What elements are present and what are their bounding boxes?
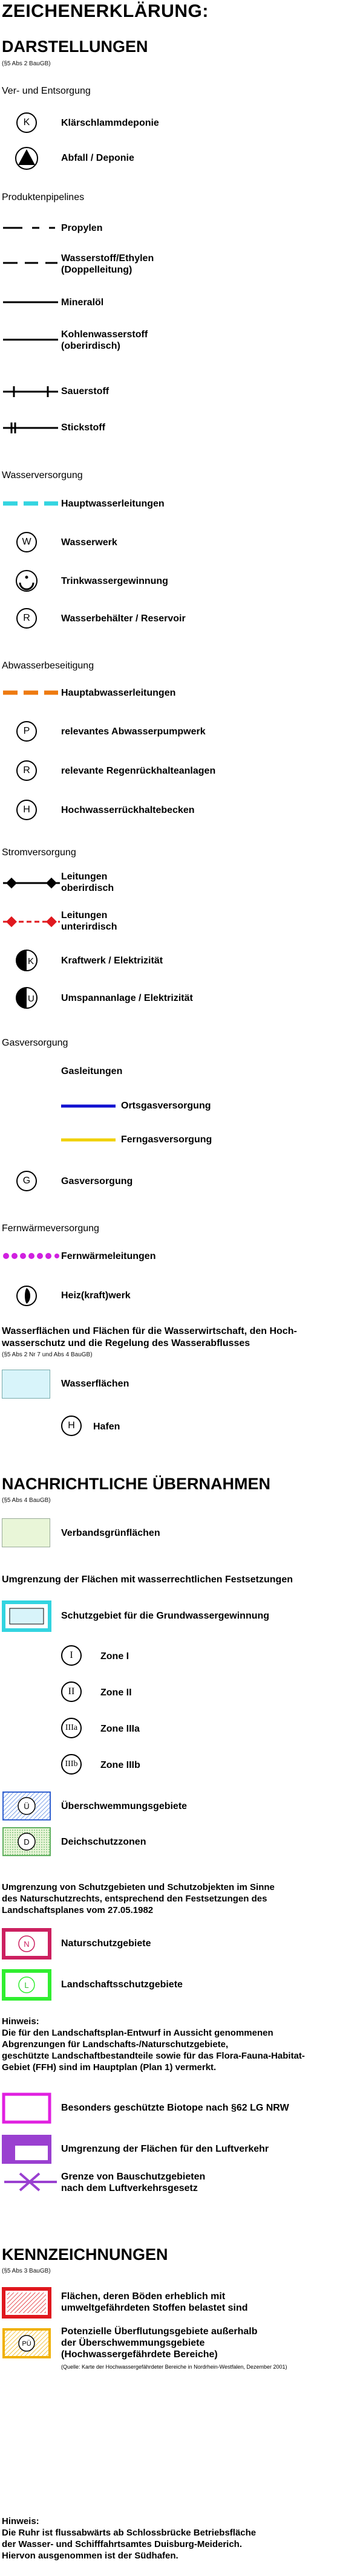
legend-label: Ferngasversorgung (121, 1134, 212, 1145)
subsection-abwasser: Abwasserbeseitigung (2, 661, 94, 671)
legend-label: Besonders geschützte Biotope nach §62 LG NRW (61, 2103, 289, 2113)
legend-label: Deichschutzzonen (61, 1837, 146, 1847)
section-ref: (§5 Abs 2 BauGB) (2, 60, 51, 67)
legend-label: Zone I (100, 1651, 129, 1662)
legend-label: Gasversorgung (61, 1176, 133, 1186)
stickstoff-line (2, 421, 59, 435)
hauptwasser-line (2, 499, 59, 508)
section-heading-kennzeichnungen: KENNZEICHNUNGEN (2, 2245, 168, 2264)
subsection-fernwaerme: Fernwärmeversorgung (2, 1223, 99, 1234)
sauerstoff-line (2, 384, 59, 399)
reservoir-symbol: R (16, 608, 37, 629)
wasserflaechen-heading: Wasserflächen und Flächen für die Wasserwirtschaft, den Hoch- wasserschutz und die Regelung des Wasserabflusses (2, 1326, 297, 1348)
biotope-swatch (2, 2092, 51, 2124)
naturschutz-swatch (2, 1928, 51, 1960)
legend-label: Landschaftsschutzgebiete (61, 1979, 183, 1990)
subsection-wasserversorgung: Wasserversorgung (2, 470, 83, 481)
strom-unterirdisch-line (2, 913, 62, 931)
page-title: ZEICHENERKLÄRUNG: (2, 1, 209, 21)
pumpwerk-symbol: P (16, 721, 37, 742)
naturschutz-heading: Umgrenzung von Schutzgebieten und Schutzobjekten im Sinne des Naturschutzrechts, entsprechend den Festsetzungen des Landschaftsplanes vom 27.05.1982 (2, 1882, 275, 1915)
legend-label: Hafen (93, 1422, 120, 1432)
legend-label: Heiz(kraft)werk (61, 1290, 131, 1301)
klaerschlamm-symbol: K (16, 112, 37, 133)
legend-label: Naturschutzgebiete (61, 1938, 151, 1949)
boeden-swatch (2, 2287, 51, 2319)
legend-label: Zone IIIa (100, 1724, 140, 1734)
legend-label: Umspannanlage / Elektrizität (61, 993, 193, 1003)
umgrenzung-wasserrecht-heading: Umgrenzung der Flächen mit wasserrechtlichen Festsetzungen (2, 1574, 293, 1585)
legend-label: Stickstoff (61, 422, 105, 433)
legend-label: Leitungen unterirdisch (61, 910, 117, 932)
legend-label: relevantes Abwasserpumpwerk (61, 727, 206, 737)
wasserflaechen-swatch (2, 1370, 50, 1399)
legend-label: relevante Regenrückhalteanlagen (61, 766, 216, 776)
legend-label: Wasserstoff/Ethylen (Doppelleitung) (61, 253, 154, 275)
subsection-produktenpipelines: Produktenpipelines (2, 192, 85, 202)
verbandsgruen-swatch (2, 1518, 50, 1547)
strom-oberirdisch-line (2, 874, 62, 892)
legend-label: Flächen, deren Böden erheblich mit umweltgefährdeten Stoffen belastet sind (61, 2291, 248, 2313)
legend-label: Fernwärmeleitungen (61, 1251, 156, 1261)
subsection-strom: Stromversorgung (2, 847, 76, 858)
ortsgas-line (61, 1103, 116, 1109)
hinweis-ruhr: Hinweis: Die Ruhr ist flussabwärts ab Schlossbrücke Betriebsfläche der Wasser- und Schifffahrtsamtes Duisburg-Meiderich. Hiervon ausgenommen ist der Südhafen. (2, 2516, 257, 2561)
legend-label: Leitungen oberirdisch (61, 872, 114, 893)
luftverkehr-swatch (2, 2135, 51, 2164)
legend-label: Potenzielle Überflutungsgebiete außerhalb der Überschwemmungsgebiete (Hochwassergefährdete Bereiche) (61, 2326, 258, 2360)
svg-text:PÜ: PÜ (22, 2340, 31, 2348)
gasversorgung-symbol: G (16, 1171, 37, 1191)
fernwaerme-line (2, 1251, 59, 1261)
propylen-line (2, 224, 59, 232)
legend-label: Kraftwerk / Elektrizität (61, 956, 163, 966)
legend-label: Propylen (61, 223, 103, 233)
legend-label: Sauerstoff (61, 386, 110, 396)
svg-text:Ü: Ü (24, 1802, 30, 1811)
legend-label: Grenze von Bauschutzgebieten nach dem Luftverkehrsgesetz (61, 2172, 206, 2193)
mineraloel-line (2, 298, 59, 306)
legend-label: Wasserflächen (61, 1379, 129, 1389)
legend-label: Umgrenzung der Flächen für den Luftverkehr (61, 2144, 269, 2154)
section-ref: (§5 Abs 3 BauGB) (2, 2268, 51, 2274)
trinkwasser-icon (15, 569, 38, 592)
wasserstoff-line (2, 259, 59, 267)
umspann-icon (15, 986, 38, 1009)
zone3b-symbol: IIIb (61, 1754, 82, 1775)
hinweis-landschaftsplan: Hinweis: Die für den Landschaftsplan-Entwurf in Aussicht genommenen Abgrenzungen für Landschafts-/Naturschutzgebiete, geschützte Landschaftbestandteile sowie für das Flora-Fauna-Habitat- Gebiet (FFH) sind im Hauptplan (Plan 1) vermerkt. (2, 2016, 305, 2073)
hafen-symbol: H (61, 1416, 82, 1436)
section-ref: (§5 Abs 4 BauGB) (2, 1497, 51, 1504)
deichschutz-swatch (2, 1827, 51, 1857)
zone1-symbol: I (61, 1645, 82, 1666)
legend-label: Wasserbehälter / Reservoir (61, 613, 186, 624)
legend-label: Überschwemmungsgebiete (61, 1801, 188, 1811)
hochwasserbecken-symbol: H (16, 800, 37, 820)
section-heading-nachrichtliche: NACHRICHTLICHE ÜBERNAHMEN (2, 1475, 270, 1493)
legend-label: Zone II (100, 1688, 132, 1698)
svg-text:L: L (24, 1981, 29, 1990)
subsection-ver-entsorgung: Ver- und Entsorgung (2, 86, 91, 96)
ueberschwemmung-swatch (2, 1791, 51, 1821)
ueberflutung-swatch (2, 2328, 51, 2359)
legend-label: Kohlenwasserstoff (oberirdisch) (61, 329, 148, 351)
quelle-note: (Quelle: Karte der Hochwassergefährdeter Bereiche in Nordrhein-Westfalen, Dezember 2001) (61, 2364, 287, 2370)
legend-label: Hochwasserrückhaltebecken (61, 805, 195, 815)
section-ref: (§5 Abs 2 Nr 7 und Abs 4 BauGB) (2, 1351, 93, 1358)
legend-label: Schutzgebiet für die Grundwassergewinnung (61, 1611, 270, 1621)
svg-text:N: N (24, 1940, 30, 1949)
schutzgebiet-swatch (2, 1600, 51, 1632)
legend-label: Klärschlammdeponie (61, 118, 159, 128)
abfall-icon (15, 146, 39, 170)
legend-label: Zone IIIb (100, 1760, 140, 1770)
bauschutz-line (2, 2170, 59, 2194)
landschaftsschutz-swatch (2, 1969, 51, 2001)
zone3a-symbol: IIIa (61, 1718, 82, 1738)
ferngas-line (61, 1137, 116, 1143)
subsection-gas: Gasversorgung (2, 1038, 68, 1048)
svg-text:D: D (24, 1837, 30, 1846)
svg-text:K: K (28, 956, 34, 966)
legend-label: Hauptwasserleitungen (61, 499, 165, 509)
hauptabwasser-line (2, 688, 59, 697)
legend-label: Mineralöl (61, 297, 104, 308)
heizkraftwerk-icon (16, 1284, 38, 1308)
legend-label: Trinkwassergewinnung (61, 576, 168, 586)
legend-label: Ortsgasversorgung (121, 1101, 211, 1111)
kraftwerk-icon (15, 949, 38, 972)
wasserwerk-symbol: W (16, 532, 37, 552)
section-heading-darstellungen: DARSTELLUNGEN (2, 37, 148, 56)
legend-label: Wasserwerk (61, 537, 117, 548)
svg-text:U: U (28, 994, 34, 1004)
legend-label: Verbandsgrünflächen (61, 1528, 160, 1538)
legend-label: Gasleitungen (61, 1066, 123, 1076)
legend-label: Abfall / Deponie (61, 153, 134, 163)
regenrueckhalte-symbol: R (16, 760, 37, 781)
legend-label: Hauptabwasserleitungen (61, 688, 176, 698)
kohlenwasserstoff-line (2, 335, 59, 344)
zone2-symbol: II (61, 1681, 82, 1702)
